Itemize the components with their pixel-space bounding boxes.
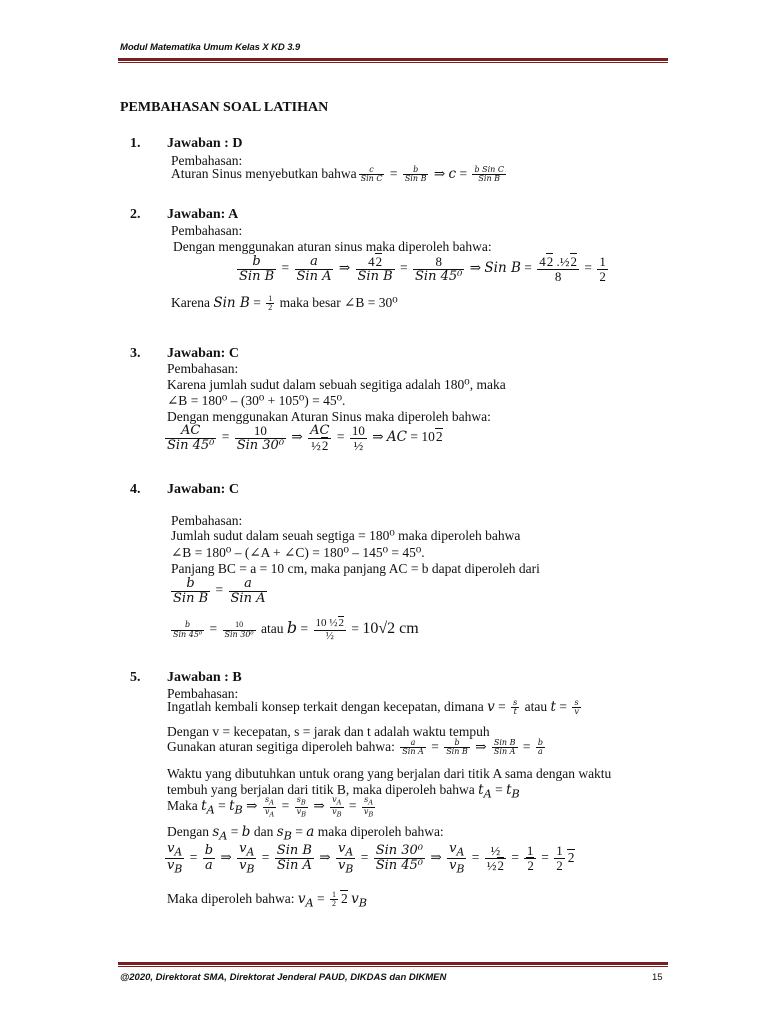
q5-line7: Dengan $s_A = b$ dan $s_B = a$ maka diperoleh bahwa: [167, 824, 444, 843]
q3-number: 3. [130, 346, 141, 361]
q4-answer: Jawaban: C [167, 482, 239, 497]
q1-formula: Aturan Sinus menyebutkan bahwa $\frac{c}{\text{Sin C}}$ = $\frac{b}{\text{Sin B}}$ ⇒ c = $\frac{\text{b Sin C}}{\text{Sin B}}$ [171, 165, 504, 184]
q4-formula2: $\frac{b}{\text{Sin 45⁰}}$ = $\frac{10}{\text{Sin 30⁰}}$ atau b = $\frac{\text{10 ½2}}{\text{½}}$ = 10√2 cm [173, 617, 419, 642]
q5-line2: Dengan v = kecepatan, s = jarak dan t adalah waktu tempuh [167, 724, 490, 739]
q3-formula: $\frac{AC}{\text{Sin 45⁰}}$ = $\frac{10}{\text{Sin 30⁰}}$ ⇒ $\frac{AC}{\text{½2}}$ = $\frac{10}{\text{½}}$ ⇒ AC = 102 [167, 423, 443, 453]
q4-formula1: $\frac{b}{\text{Sin B}}$ = $\frac{a}{\text{Sin A}}$ [173, 576, 266, 606]
q5-line6: Maka $t_A = t_B$ ⇒ $\frac{s_A}{v_A}$ = $\frac{s_B}{v_B}$ ⇒ $\frac{v_A}{v_B}$ = $\frac{s_A}{v_B}$ [167, 795, 374, 819]
q5-line5-text: tembuh yang berjalan dari titik B, maka diperoleh bahwa [167, 782, 475, 797]
q3-answer: Jawaban: C [167, 346, 239, 361]
q4-atau: atau [261, 621, 284, 637]
q2-answer: Jawaban: A [167, 207, 239, 222]
q5-label: Pembahasan: [167, 686, 239, 701]
q3-line1: Karena jumlah sudut dalam sebuah segitiga adalah 180⁰, maka [167, 377, 506, 392]
header-title: Modul Matematika Umum Kelas X KD 3.9 [120, 42, 301, 53]
q5-line3: Gunakan aturan segitiga diperoleh bahwa: $\frac{a}{\text{Sin A}}$ = $\frac{b}{\text{Sin B}}$ ⇒ $\frac{\text{Sin B}}{\text{Sin A}}$ = $\frac{b}{a}$ [167, 738, 543, 757]
q5-line8-text: Maka diperoleh bahwa: [167, 891, 295, 906]
q4-number: 4. [130, 482, 141, 497]
q2-text: Dengan menggunakan aturan sinus maka diperoleh bahwa: [173, 239, 492, 254]
q5-line7-text: Dengan [167, 824, 209, 839]
q4-line2: ∠B = 180⁰ – (∠A + ∠C) = 180⁰ – 145⁰ = 45⁰. [171, 545, 425, 560]
q2-karena: Karena [171, 295, 210, 310]
q5-line5: tembuh yang berjalan dari titik B, maka diperoleh bahwa $t_A = t_B$ [167, 782, 520, 801]
header-rule-thin [118, 62, 668, 63]
q1-label: Pembahasan: [171, 153, 243, 168]
q5-line1-atau: atau [524, 699, 548, 714]
q1-text: Aturan Sinus menyebutkan bahwa [171, 166, 357, 181]
q5-line4: Waktu yang dibutuhkan untuk orang yang berjalan dari titik A sama dengan waktu [167, 766, 612, 781]
q5-line1-text: Ingatlah kembali konsep terkait dengan kecepatan, dimana [167, 699, 484, 714]
page-title: PEMBAHASAN SOAL LATIHAN [120, 100, 329, 115]
q2-formula: $\frac{b}{\text{Sin B}}$ = $\frac{a}{\text{Sin A}}$ ⇒ $\frac{42}{\text{Sin B}}$ = $\frac{8}{\text{Sin 45⁰}}$ ⇒ Sin B = $\frac{\text{42 .½2}}{8}$ = $\frac{1}{2}$ [239, 254, 606, 284]
footer-text: @2020, Direktorat SMA, Direktorat Jenderal PAUD, DIKDAS dan DIKMEN [120, 972, 447, 983]
q5-formula: $\frac{v_A}{v_B}$ = $\frac{b}{a}$ ⇒ $\frac{v_A}{v_B}$ = $\frac{\text{Sin B}}{\text{Sin A}}$ ⇒ $\frac{v_A}{v_B}$ = $\frac{\text{Sin 30⁰}}{\text{Sin 45⁰}}$ ⇒ $\frac{v_A}{v_B}$ = $\frac{\text{½}}{\text{½2}}$ = $\frac{1}{2}$ = $\frac{1}{2}$ 2 [167, 841, 575, 876]
q3-label: Pembahasan: [167, 361, 239, 376]
q5-line1: Ingatlah kembali konsep terkait dengan kecepatan, dimana v = $\frac{s}{t}$ atau t = $\frac{s}{v}$ [167, 698, 579, 717]
q4-label: Pembahasan: [171, 513, 243, 528]
q2-label: Pembahasan: [171, 223, 243, 238]
page-number: 15 [652, 972, 663, 983]
q5-line7-rest: maka diperoleh bahwa: [317, 824, 444, 839]
q5-line6-text: Maka [167, 798, 198, 814]
q2-maka: maka besar ∠B = 30⁰ [279, 295, 398, 310]
q2-number: 2. [130, 207, 141, 222]
q4-line1: Jumlah sudut dalam seuah segtiga = 180⁰ maka diperoleh bahwa [171, 528, 521, 543]
q3-line3: Dengan menggunakan Aturan Sinus maka diperoleh bahwa: [167, 409, 491, 424]
footer-rule-thin [118, 966, 668, 967]
q4-line3: Panjang BC = a = 10 cm, maka panjang AC = b dapat diperoleh dari [171, 561, 540, 576]
q5-answer: Jawaban : B [167, 670, 242, 685]
header-rule [118, 58, 668, 61]
q5-line3-text: Gunakan aturan segitiga diperoleh bahwa: [167, 739, 395, 754]
q1-number: 1. [130, 136, 141, 151]
q5-line7-dan: dan [253, 824, 274, 839]
q5-number: 5. [130, 670, 141, 685]
q2-conclusion: Karena Sin B = $\frac{1}{2}$ maka besar ∠B = 30⁰ [171, 294, 398, 313]
footer-rule [118, 962, 668, 965]
q4-result: 10√2 cm [362, 620, 419, 638]
q5-line8: Maka diperoleh bahwa: $v_A$ = $\frac{1}{2}$ 2 $v_B$ [167, 890, 368, 910]
q3-line2: ∠B = 180⁰ – (30⁰ + 105⁰) = 45⁰. [167, 393, 346, 408]
q1-answer: Jawaban : D [167, 136, 243, 151]
